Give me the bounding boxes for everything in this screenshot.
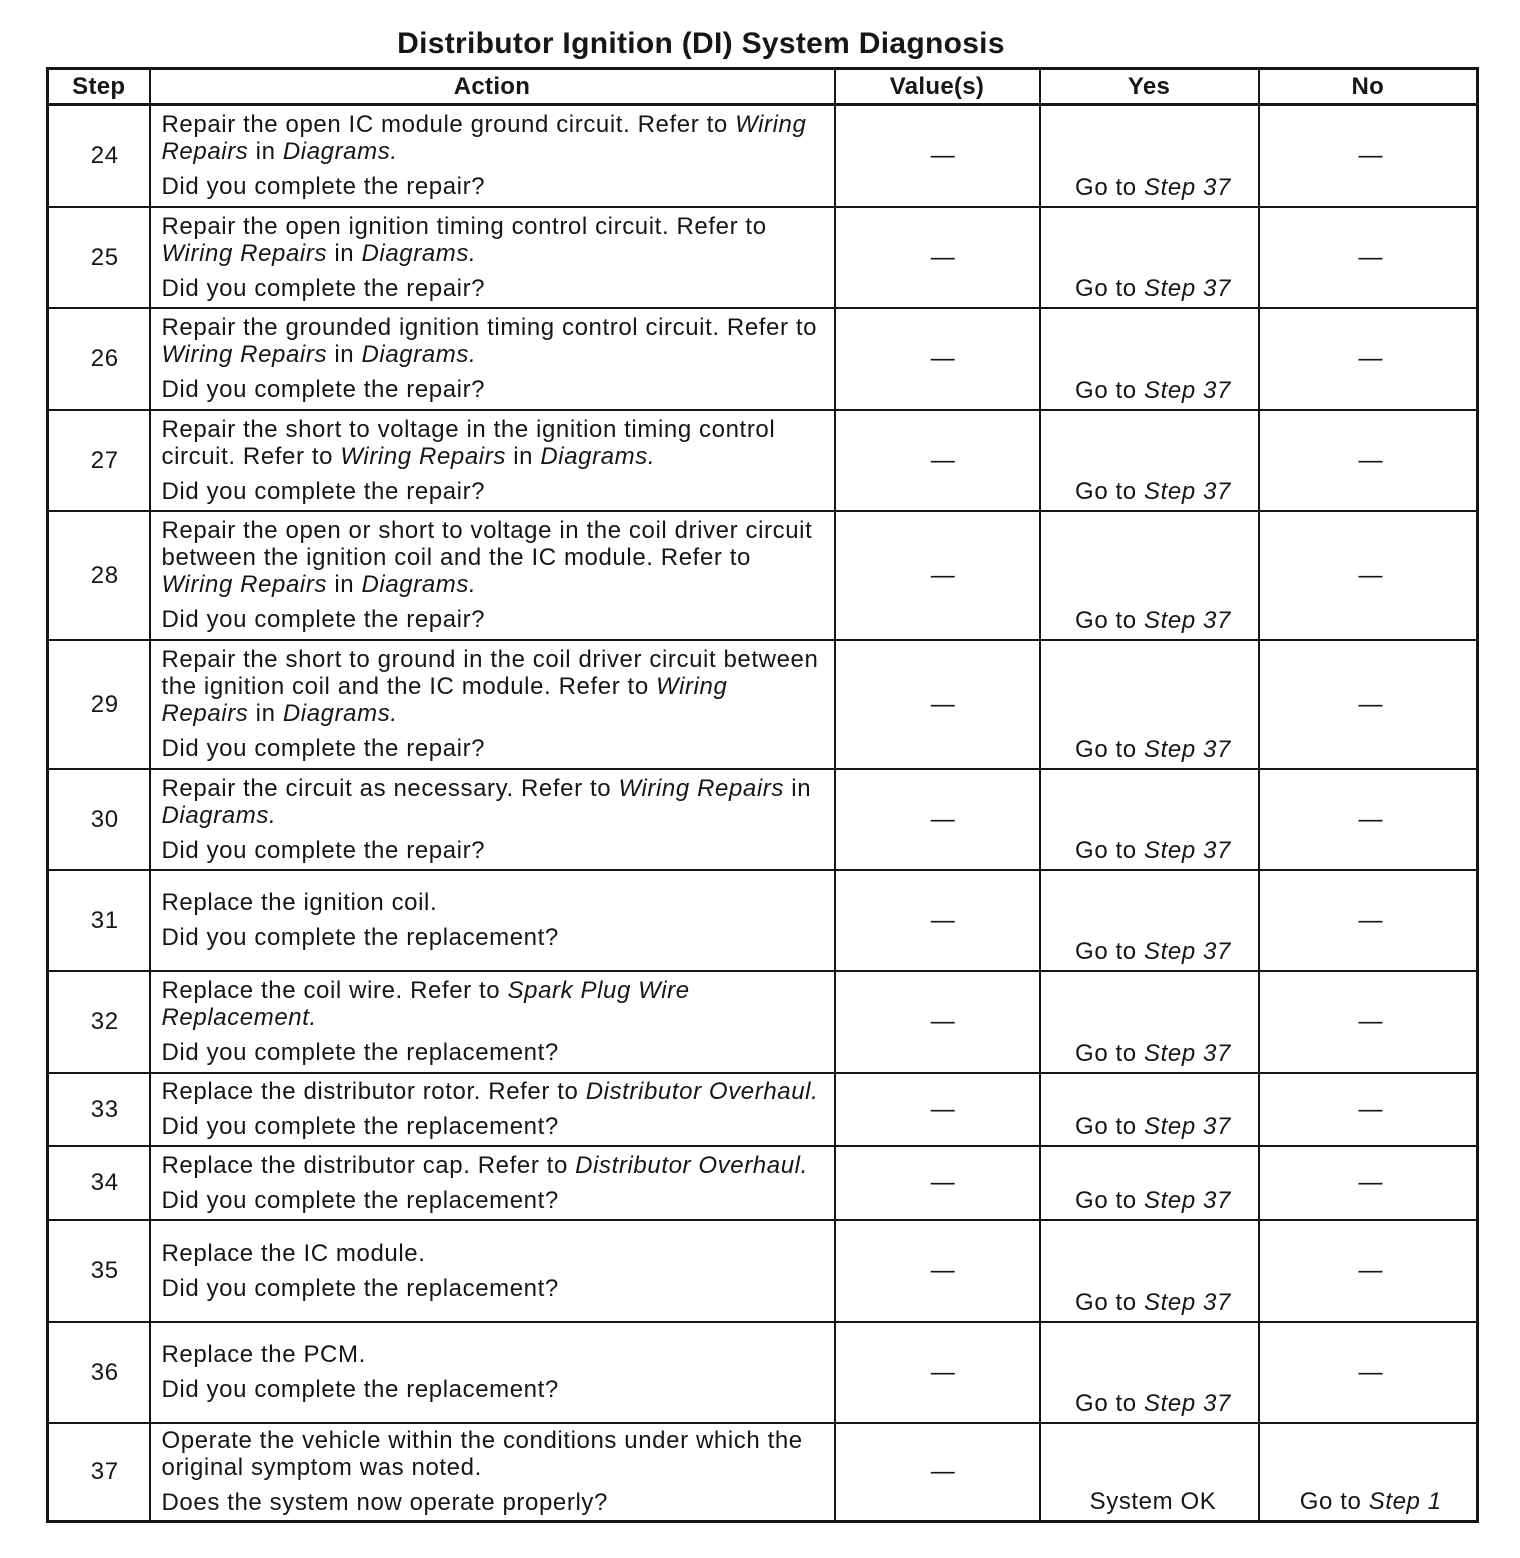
value-cell [835, 308, 1040, 410]
action-line [162, 544, 826, 571]
action-text: Did you complete the replacement? [161, 1376, 559, 1403]
step-cell [48, 769, 150, 870]
action-text: Operate the vehicle within the conditions under which the [161, 1427, 803, 1455]
action-line [162, 376, 826, 403]
header-step: Step [48, 69, 150, 105]
no-dash: — [1358, 142, 1384, 170]
action-text: Repair the short to ground in the coil driver circuit between [161, 646, 819, 673]
action-text: Repairs [161, 700, 249, 727]
action-text: Replace the coil wire. Refer to [161, 977, 508, 1004]
table-row [48, 511, 1478, 640]
table-row [48, 1423, 1478, 1522]
action-cell [150, 870, 835, 971]
no-cell [1259, 1220, 1478, 1322]
action-text: original symptom was noted. [161, 1454, 482, 1482]
no-dash: — [1358, 1008, 1384, 1035]
action-text: between the ignition coil and the IC module. Refer to [161, 544, 751, 571]
action-text: Did you complete the repair? [161, 274, 486, 302]
action-text: Replace the ignition coil. [161, 889, 438, 916]
action-line [162, 606, 826, 633]
step-cell [48, 1220, 150, 1322]
header-row [48, 69, 1478, 105]
no-cell [1259, 1423, 1478, 1522]
page-title: Distributor Ignition (DI) System Diagnosis [397, 27, 1005, 60]
header-values: Value(s) [835, 69, 1040, 105]
action-cell [150, 1322, 835, 1423]
action-text: Wiring Repairs [618, 774, 784, 802]
table-row [48, 1146, 1478, 1220]
yes-result-text: Go to [1075, 274, 1145, 302]
table-row [48, 308, 1478, 410]
value-cell [835, 870, 1040, 971]
action-cell [150, 1146, 835, 1220]
action-text: in [505, 442, 541, 470]
step-number: 33 [90, 1095, 119, 1123]
no-cell [1259, 1073, 1478, 1146]
yes-result-text: Go to [1075, 477, 1145, 505]
step-number: 37 [90, 1458, 119, 1486]
action-text: Replace the IC module. [161, 1239, 426, 1267]
yes-result-text: Step 37 [1144, 937, 1231, 965]
table-body [48, 105, 1478, 1522]
value-dash: — [930, 1095, 956, 1123]
no-dash: — [1358, 1169, 1384, 1196]
no-cell [1259, 105, 1478, 207]
step-cell [48, 308, 150, 410]
value-dash: — [930, 446, 956, 474]
action-cell [150, 1073, 835, 1146]
action-line [162, 341, 826, 368]
step-number: 28 [90, 561, 119, 589]
step-number: 26 [90, 345, 119, 372]
action-paragraph [162, 775, 826, 829]
action-text: Diagrams. [361, 239, 477, 267]
action-paragraph [162, 1039, 826, 1066]
no-cell [1259, 870, 1478, 971]
action-text: Wiring Repairs [161, 571, 328, 598]
action-text: Repair the grounded ignition timing control circuit. Refer to [161, 314, 818, 341]
action-paragraph [162, 646, 826, 727]
action-paragraph [162, 376, 826, 403]
action-text: Distributor Overhaul. [575, 1151, 808, 1179]
step-cell [48, 207, 150, 308]
yes-cell [1040, 1220, 1259, 1322]
action-text: in [248, 700, 283, 727]
action-cell [150, 105, 835, 207]
action-paragraph [162, 606, 826, 633]
action-text: Wiring Repairs [161, 239, 328, 267]
step-cell [48, 105, 150, 207]
no-result-text: Step 1 [1368, 1488, 1442, 1515]
action-text: in [327, 239, 362, 267]
action-line [162, 802, 826, 829]
action-text: Replace the PCM. [161, 1341, 366, 1368]
action-cell [150, 769, 835, 870]
action-text: Did you complete the repair? [161, 376, 486, 403]
yes-result-text: Step 37 [1144, 274, 1231, 302]
action-cell [150, 1220, 835, 1322]
action-text: Repair the short to voltage in the ignition timing control [161, 415, 776, 443]
header-no: No [1259, 69, 1478, 105]
no-dash: — [1358, 243, 1384, 271]
action-paragraph [162, 1187, 826, 1214]
action-text: Repair the open IC module ground circuit. Refer to [161, 111, 736, 139]
step-number: 32 [90, 1008, 119, 1035]
action-line [162, 416, 826, 443]
yes-result-text: Step 37 [1144, 173, 1231, 201]
yes-result-text: Go to [1075, 735, 1145, 763]
table-row [48, 769, 1478, 870]
action-text: Did you complete the replacement? [161, 1186, 559, 1214]
action-line [162, 138, 826, 165]
no-cell [1259, 207, 1478, 308]
step-number: 30 [90, 805, 119, 833]
action-line [162, 1341, 826, 1368]
no-dash: — [1358, 906, 1384, 934]
yes-result-text: Go to [1075, 836, 1145, 864]
value-dash: — [930, 805, 956, 833]
action-text: Diagrams. [161, 801, 277, 829]
step-number: 27 [90, 446, 119, 474]
action-text: circuit. Refer to [161, 442, 341, 470]
action-line [162, 889, 826, 916]
action-text: Repair the open ignition timing control circuit. Refer to [161, 212, 767, 240]
action-line [162, 1489, 826, 1516]
value-cell [835, 769, 1040, 870]
action-paragraph [162, 517, 826, 598]
yes-cell [1040, 207, 1259, 308]
value-dash: — [930, 561, 956, 589]
step-number: 36 [90, 1358, 119, 1386]
step-cell [48, 1073, 150, 1146]
action-text: the ignition coil and the IC module. Refer to [161, 673, 657, 700]
yes-cell [1040, 1423, 1259, 1522]
yes-cell [1040, 971, 1259, 1073]
yes-result-text: Step 37 [1144, 1186, 1231, 1214]
action-line [162, 735, 826, 762]
yes-result-text: Step 37 [1144, 836, 1231, 864]
table-row [48, 105, 1478, 207]
action-text: Wiring [656, 673, 728, 700]
table-row [48, 207, 1478, 308]
action-line [162, 924, 826, 951]
yes-cell [1040, 1322, 1259, 1423]
action-text: in [248, 138, 283, 166]
yes-result-text: Go to [1075, 173, 1145, 201]
action-paragraph [162, 735, 826, 762]
action-paragraph [162, 1489, 826, 1516]
action-line [162, 1454, 826, 1481]
action-line [162, 571, 826, 598]
table-row [48, 410, 1478, 511]
yes-cell [1040, 308, 1259, 410]
yes-cell [1040, 511, 1259, 640]
step-number: 25 [90, 243, 119, 271]
action-text: Repair the circuit as necessary. Refer to [161, 774, 619, 802]
no-dash: — [1358, 446, 1384, 474]
table-row [48, 1220, 1478, 1322]
action-paragraph [162, 1240, 826, 1267]
table-row [48, 1322, 1478, 1423]
action-paragraph [162, 1341, 826, 1368]
action-paragraph [162, 478, 826, 505]
no-cell [1259, 511, 1478, 640]
action-cell [150, 308, 835, 410]
action-cell [150, 640, 835, 769]
action-line [162, 673, 826, 700]
action-paragraph [162, 977, 826, 1031]
table-header [48, 69, 1478, 105]
no-dash: — [1358, 690, 1384, 718]
action-line [162, 173, 826, 200]
value-dash: — [930, 142, 956, 170]
action-paragraph [162, 1078, 826, 1105]
step-cell [48, 410, 150, 511]
table-row [48, 971, 1478, 1073]
action-text: Did you complete the repair? [161, 606, 486, 633]
step-number: 34 [90, 1169, 119, 1196]
action-line [162, 443, 826, 470]
action-text: Did you complete the replacement? [161, 1274, 559, 1302]
action-text: Diagrams. [361, 571, 477, 598]
yes-result-text: Go to [1075, 606, 1145, 634]
action-cell [150, 207, 835, 308]
yes-result-text: Go to [1075, 1039, 1145, 1067]
action-line [162, 977, 826, 1004]
value-dash: — [930, 1257, 956, 1284]
yes-cell [1040, 105, 1259, 207]
yes-cell [1040, 410, 1259, 511]
action-text: Replace the distributor cap. Refer to [161, 1151, 576, 1179]
step-number: 29 [90, 690, 119, 718]
yes-cell [1040, 1146, 1259, 1220]
step-cell [48, 640, 150, 769]
step-cell [48, 511, 150, 640]
value-cell [835, 1220, 1040, 1322]
no-dash: — [1358, 345, 1384, 372]
action-paragraph [162, 173, 826, 200]
action-line [162, 1004, 826, 1031]
action-text: in [784, 774, 812, 802]
yes-result-text: Step 37 [1144, 1112, 1231, 1140]
step-cell [48, 1322, 150, 1423]
action-text: Did you complete the repair? [161, 836, 486, 864]
action-paragraph [162, 889, 826, 916]
no-dash: — [1358, 1257, 1384, 1284]
action-text: Wiring Repairs [340, 442, 506, 470]
action-line [162, 646, 826, 673]
action-text: Distributor Overhaul. [585, 1078, 819, 1105]
value-dash: — [930, 1008, 956, 1035]
yes-cell [1040, 870, 1259, 971]
yes-result-text: Go to [1075, 1389, 1145, 1417]
value-dash: — [930, 243, 956, 271]
action-text: Diagrams. [540, 442, 656, 470]
action-text: Repair the open or short to voltage in the coil driver circuit [161, 517, 813, 544]
action-line [162, 111, 826, 138]
value-cell [835, 971, 1040, 1073]
action-paragraph [162, 111, 826, 165]
no-cell [1259, 640, 1478, 769]
action-line [162, 1187, 826, 1214]
yes-result-text: Step 37 [1144, 376, 1231, 404]
yes-result-text: Step 37 [1144, 1039, 1231, 1067]
no-cell [1259, 1322, 1478, 1423]
step-cell [48, 971, 150, 1073]
yes-result-text: Step 37 [1144, 735, 1231, 763]
action-text: Diagrams. [361, 341, 477, 368]
action-line [162, 1113, 826, 1140]
action-line [162, 837, 826, 864]
step-number: 35 [90, 1257, 119, 1284]
diagnosis-table [46, 67, 1479, 1523]
no-result-text: Go to [1299, 1488, 1369, 1515]
action-text: Wiring [735, 111, 807, 139]
action-paragraph [162, 1376, 826, 1403]
action-text: in [327, 341, 362, 368]
action-paragraph [162, 1427, 826, 1481]
action-text: Did you complete the replacement? [161, 1113, 559, 1140]
action-cell [150, 410, 835, 511]
action-line [162, 775, 826, 802]
step-number: 31 [90, 906, 119, 934]
no-dash: — [1358, 1358, 1384, 1386]
yes-result-text: Go to [1075, 1112, 1145, 1140]
header-yes: Yes [1040, 69, 1259, 105]
table-row [48, 870, 1478, 971]
action-line [162, 275, 826, 302]
action-paragraph [162, 1275, 826, 1302]
action-line [162, 517, 826, 544]
yes-result-text: Step 37 [1144, 606, 1231, 634]
table-row [48, 1073, 1478, 1146]
action-cell [150, 511, 835, 640]
value-cell [835, 207, 1040, 308]
value-cell [835, 105, 1040, 207]
action-paragraph [162, 275, 826, 302]
action-text: Repairs [161, 138, 249, 166]
action-line [162, 314, 826, 341]
action-line [162, 1427, 826, 1454]
value-cell [835, 410, 1040, 511]
action-line [162, 1376, 826, 1403]
action-paragraph [162, 314, 826, 368]
action-text: Did you complete the replacement? [161, 924, 559, 951]
action-line [162, 1039, 826, 1066]
no-dash: — [1358, 1095, 1384, 1123]
value-dash: — [930, 906, 956, 934]
value-cell [835, 1146, 1040, 1220]
action-text: Did you complete the replacement? [161, 1039, 559, 1066]
action-paragraph [162, 213, 826, 267]
action-cell [150, 971, 835, 1073]
action-text: Does the system now operate properly? [161, 1489, 608, 1517]
yes-result-text: System OK [1089, 1488, 1217, 1515]
action-paragraph [162, 1152, 826, 1179]
value-cell [835, 1073, 1040, 1146]
action-text: Did you complete the repair? [161, 735, 486, 762]
action-paragraph [162, 416, 826, 470]
no-dash: — [1358, 561, 1384, 589]
no-cell [1259, 308, 1478, 410]
step-number: 24 [90, 142, 119, 170]
action-text: in [327, 571, 362, 598]
value-dash: — [930, 1358, 956, 1386]
value-dash: — [930, 1169, 956, 1196]
header-action: Action [150, 69, 835, 105]
value-cell [835, 511, 1040, 640]
value-cell [835, 1322, 1040, 1423]
value-dash: — [930, 690, 956, 718]
yes-result-text: Step 37 [1144, 477, 1231, 505]
action-paragraph [162, 924, 826, 951]
action-text: Did you complete the repair? [161, 477, 486, 505]
value-cell [835, 640, 1040, 769]
yes-cell [1040, 1073, 1259, 1146]
step-cell [48, 1423, 150, 1522]
action-text: Diagrams. [282, 700, 398, 727]
action-line [162, 240, 826, 267]
action-text: Replace the distributor rotor. Refer to [161, 1078, 586, 1105]
action-text: Wiring Repairs [161, 341, 328, 368]
step-cell [48, 870, 150, 971]
value-dash: — [930, 345, 956, 372]
yes-cell [1040, 640, 1259, 769]
table-row [48, 640, 1478, 769]
action-line [162, 1152, 826, 1179]
yes-result-text: Step 37 [1144, 1389, 1231, 1417]
yes-result-text: Go to [1075, 937, 1145, 965]
action-text: Did you complete the repair? [161, 173, 486, 201]
action-paragraph [162, 837, 826, 864]
yes-result-text: Step 37 [1144, 1288, 1231, 1316]
action-line [162, 1078, 826, 1105]
yes-result-text: Go to [1075, 1186, 1145, 1214]
action-cell [150, 1423, 835, 1522]
no-cell [1259, 410, 1478, 511]
action-line [162, 213, 826, 240]
yes-cell [1040, 769, 1259, 870]
action-line [162, 478, 826, 505]
no-cell [1259, 769, 1478, 870]
yes-result-text: Go to [1075, 1288, 1145, 1316]
no-cell [1259, 1146, 1478, 1220]
action-paragraph [162, 1113, 826, 1140]
action-line [162, 700, 826, 727]
step-cell [48, 1146, 150, 1220]
value-dash: — [930, 1458, 956, 1486]
no-dash: — [1358, 805, 1384, 833]
value-cell [835, 1423, 1040, 1522]
yes-result-text: Go to [1075, 376, 1145, 404]
action-text: Diagrams. [282, 138, 398, 166]
no-cell [1259, 971, 1478, 1073]
action-line [162, 1240, 826, 1267]
action-text: Replacement. [161, 1004, 317, 1031]
action-line [162, 1275, 826, 1302]
action-text: Spark Plug Wire [507, 977, 690, 1004]
